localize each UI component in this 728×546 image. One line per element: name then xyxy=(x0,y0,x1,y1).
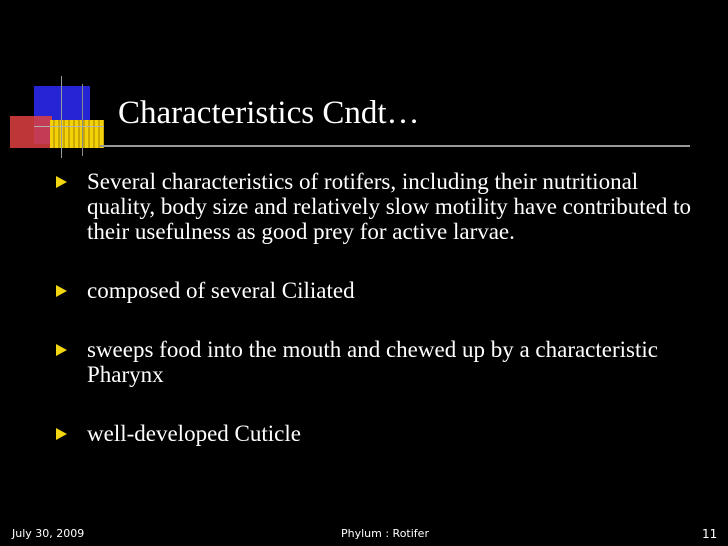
title-underline xyxy=(100,145,690,147)
bullet-text: sweeps food into the mouth and chewed up by a characteristic Pharynx xyxy=(87,337,658,387)
triangle-bullet-icon xyxy=(56,285,67,297)
logo-horizontal-line xyxy=(34,126,104,127)
bullet-item xyxy=(56,337,696,387)
footer-date: July 30, 2009 xyxy=(12,527,85,540)
page-number: 11 xyxy=(702,527,718,541)
bullet-text: Several characteristics of rotifers, including their nutritional quality, body size and relatively slow motility have contributed to their usefulness as good prey for active larvae. xyxy=(87,169,692,244)
bullet-text: well-developed Cuticle xyxy=(87,421,301,446)
bullet-list xyxy=(56,169,696,446)
logo-vertical-line-2 xyxy=(82,84,83,156)
footer-title: Phylum : Rotifer xyxy=(341,527,429,540)
logo-vertical-line xyxy=(61,76,62,158)
logo-yellow-square xyxy=(50,120,104,148)
bullet-text: composed of several Ciliated xyxy=(87,278,355,303)
logo-red-square xyxy=(10,116,52,148)
bullet-item xyxy=(56,278,696,303)
bullet-item xyxy=(56,169,696,244)
slide-title: Characteristics Cndt… xyxy=(118,95,420,131)
triangle-bullet-icon xyxy=(56,428,67,440)
triangle-bullet-icon xyxy=(56,344,67,356)
triangle-bullet-icon xyxy=(56,176,67,188)
bullet-item xyxy=(56,421,696,446)
